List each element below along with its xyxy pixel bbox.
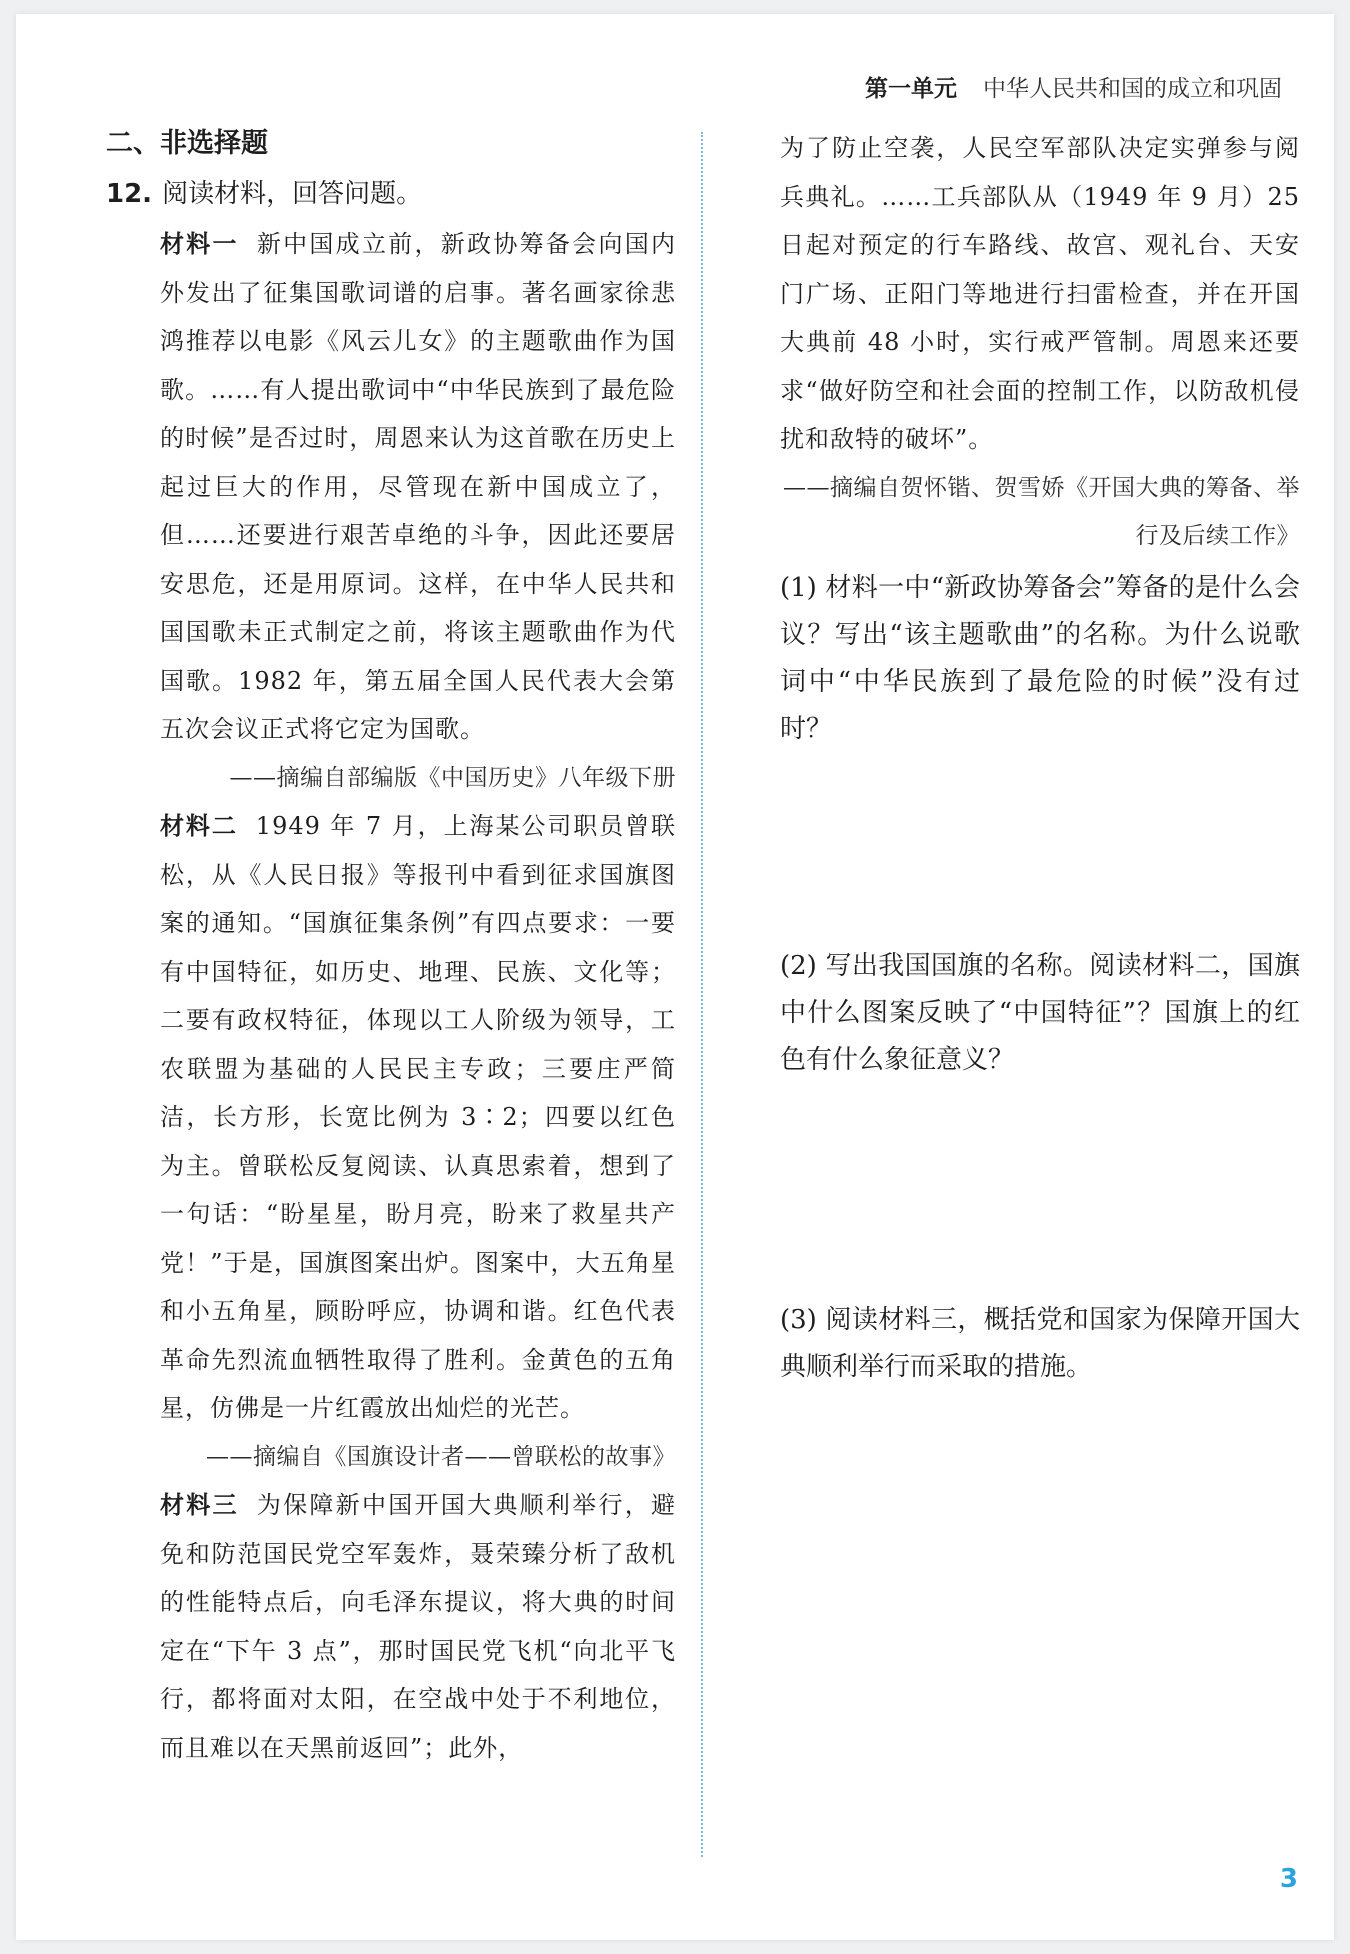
- material-two: [160, 802, 676, 1481]
- question-number: 12.: [106, 179, 153, 209]
- unit-label: 第一单元: [865, 76, 957, 102]
- material-three: [160, 1481, 676, 1772]
- material-two-text: 1949 年 7 月，上海某公司职员曾联松，从《人民日报》等报刊中看到征求国旗图案的通知。“国旗征集条例”有四点要求：一要有中国特征，如历史、地理、民族、文化等；二要有政权特征，体现以工人阶级为领导，工农联盟为基础的人民民主专政；三要庄严简洁，长方形，长宽比例为 3∶2；四要以红色为主。曾联松反复阅读、认真思索着，想到了一句话：“盼星星，盼月亮，盼来了救星共产党！”于是，国旗图案出炉。图案中，大五角星和小五角星，顾盼呼应，协调和谐。红色代表革命先烈流血牺牲取得了胜利。金黄色的五角星，仿佛是一片红霞放出灿烂的光芒。: [160, 812, 677, 1422]
- material-one-source: ——摘编自部编版《中国历史》八年级下册: [229, 764, 676, 791]
- sub-question-1: (1) 材料一中“新政协筹备会”筹备的是什么会议？写出“该主题歌曲”的名称。为什么说歌词中“中华民族到了最危险的时候”没有过时？: [780, 572, 1300, 744]
- material-three-source: ——摘编自贺怀锴、贺雪娇《开国大典的筹备、举行及后续工作》: [783, 474, 1300, 549]
- left-column: [106, 124, 676, 1772]
- page-header: [865, 70, 1282, 103]
- material-two-source: ——摘编自《国旗设计者——曾联松的故事》: [206, 1443, 676, 1470]
- material-one-label: 材料一: [160, 230, 239, 258]
- question-header: [106, 172, 676, 220]
- sub-question-2: (2) 写出我国国旗的名称。阅读材料二，国旗中什么图案反映了“中国特征”？国旗上的红色有什么象征意义？: [780, 950, 1300, 1075]
- material-three-label: 材料三: [160, 1491, 239, 1519]
- question-prompt: 阅读材料，回答问题。: [162, 179, 423, 209]
- material-two-label: 材料二: [160, 812, 238, 840]
- material-three-continued: [780, 124, 1300, 561]
- page-number: 3: [1279, 1864, 1298, 1894]
- material-one: [160, 220, 676, 802]
- column-divider: [701, 132, 703, 1857]
- right-column: [780, 124, 1300, 1391]
- sub-question-3: (3) 阅读材料三，概括党和国家为保障开国大典顺利举行而采取的措施。: [780, 1304, 1300, 1382]
- material-three-text-right: 为了防止空袭，人民空军部队决定实弹参与阅兵典礼。……工兵部队从（1949 年 9 月）25 日起对预定的行车路线、故宫、观礼台、天安门广场、正阳门等地进行扫雷检查，并在开国大典前 48 小时，实行戒严管制。周恩来还要求“做好防空和社会面的控制工作，以防敌机侵扰和敌特的破坏”。: [780, 134, 1300, 453]
- section-title: 二、非选择题: [106, 128, 268, 159]
- unit-title: 中华人民共和国的成立和巩固: [983, 76, 1282, 102]
- page: [16, 14, 1334, 1940]
- material-one-text: 新中国成立前，新政协筹备会向国内外发出了征集国歌词谱的启事。著名画家徐悲鸿推荐以电影《风云儿女》的主题歌曲作为国歌。……有人提出歌词中“中华民族到了最危险的时候”是否过时，周恩来认为这首歌在历史上起过巨大的作用，尽管现在新中国成立了，但……还要进行艰苦卓绝的斗争，因此还要居安思危，还是用原词。这样，在中华人民共和国国歌未正式制定之前，将该主题歌曲作为代国歌。1982 年，第五届全国人民代表大会第五次会议正式将它定为国歌。: [160, 230, 677, 743]
- material-three-text-left: 为保障新中国开国大典顺利举行，避免和防范国民党空军轰炸，聂荣臻分析了敌机的性能特点后，向毛泽东提议，将大典的时间定在“下午 3 点”，那时国民党飞机“向北平飞行，都将面对太阳，在空战中处于不利地位，而且难以在天黑前返回”；此外，: [160, 1491, 677, 1762]
